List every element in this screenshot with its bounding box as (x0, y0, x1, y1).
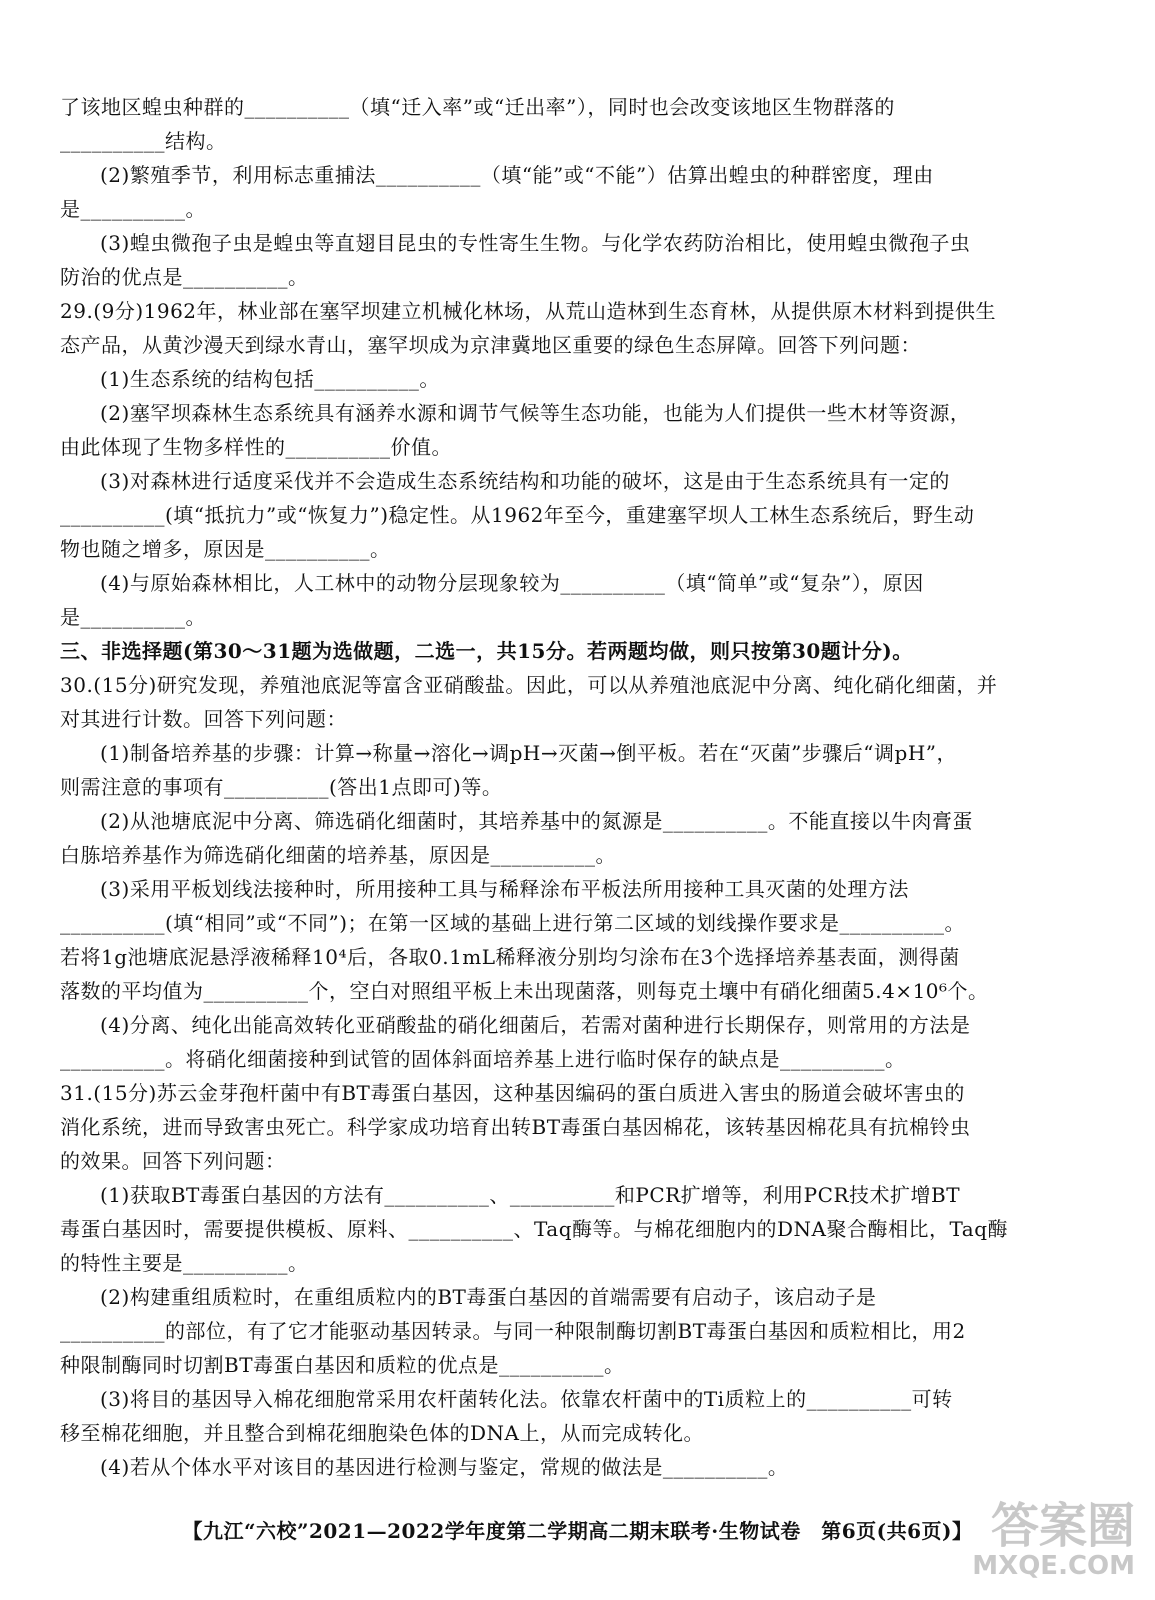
text-line: 落数的平均值为__________个，空白对照组平板上未出现菌落，则每克土壤中有硝化细菌5.4×10⁶个。 (60, 979, 989, 1003)
text-line: 29.(9分)1962年，林业部在塞罕坝建立机械化林场，从荒山造林到生态育林，从提供原木材料到提供生 (60, 299, 997, 323)
text-line: 种限制酶同时切割BT毒蛋白基因和质粒的优点是__________。 (60, 1353, 625, 1377)
text-line: 物也随之增多，原因是__________。 (60, 537, 391, 561)
text-line: 了该地区蝗虫种群的__________（填“迁入率”或“迁出率”），同时也会改变该地区生物群落的 (60, 95, 895, 119)
text-line: (2)塞罕坝森林生态系统具有涵养水源和调节气候等生态功能，也能为人们提供一些木材等资源， (100, 401, 971, 425)
text-line: __________结构。 (60, 129, 227, 153)
text-line: (3)蝗虫微孢子虫是蝗虫等直翅目昆虫的专性寄生生物。与化学农药防治相比，使用蝗虫微孢子虫 (100, 231, 971, 255)
text-line: 由此体现了生物多样性的__________价值。 (60, 435, 452, 459)
text-line: (3)将目的基因导入棉花细胞常采用农杆菌转化法。依靠农杆菌中的Ti质粒上的__________可转 (100, 1387, 953, 1411)
text-line: 是__________。 (60, 605, 206, 629)
text-line: (4)若从个体水平对该目的基因进行检测与鉴定，常规的做法是__________。 (100, 1455, 789, 1479)
text-line: 三、非选择题(第30～31题为选做题，二选一，共15分。若两题均做，则只按第30题计分)。 (60, 639, 913, 663)
watermark-url: MXQE.COM (972, 1551, 1135, 1581)
text-line: 态产品，从黄沙漫天到绿水青山，塞罕坝成为京津冀地区重要的绿色生态屏障。回答下列问题： (60, 333, 921, 357)
text-line: (1)生态系统的结构包括__________。 (100, 367, 440, 391)
text-line: 消化系统，进而导致害虫死亡。科学家成功培育出转BT毒蛋白基因棉花，该转基因棉花具有抗棉铃虫 (60, 1115, 971, 1139)
text-line: 对其进行计数。回答下列问题： (60, 707, 347, 731)
text-line: (1)获取BT毒蛋白基因的方法有__________、__________和PCR扩增等，利用PCR技术扩增BT (100, 1183, 961, 1207)
text-line: 毒蛋白基因时，需要提供模板、原料、__________、Taq酶等。与棉花细胞内的DNA聚合酶相比，Taq酶 (60, 1217, 1009, 1241)
text-line: 则需注意的事项有__________(答出1点即可)等。 (60, 775, 503, 799)
text-line: (2)繁殖季节，利用标志重捕法__________（填“能”或“不能”）估算出蝗虫的种群密度，理由 (100, 163, 934, 187)
text-line: (1)制备培养基的步骤：计算→称量→溶化→调pH→灭菌→倒平板。若在“灭菌”步骤后“调pH”， (100, 741, 958, 765)
page-footer: 【九江“六校”2021—2022学年度第二学期高二期末联考·生物试卷 第6页(共6页)】 (182, 1519, 973, 1543)
text-line: (3)采用平板划线法接种时，所用接种工具与稀释涂布平板法所用接种工具灭菌的处理方法 (100, 877, 909, 901)
text-line: (2)构建重组质粒时，在重组质粒内的BT毒蛋白基因的首端需要有启动子，该启动子是 (100, 1285, 877, 1309)
text-line: 移至棉花细胞，并且整合到棉花细胞染色体的DNA上，从而完成转化。 (60, 1421, 704, 1445)
text-line: 30.(15分)研究发现，养殖池底泥等富含亚硝酸盐。因此，可以从养殖池底泥中分离、纯化硝化细菌，并 (60, 673, 998, 697)
exam-page-body (60, 90, 1075, 1484)
text-line: 的特性主要是__________。 (60, 1251, 309, 1275)
text-line: 若将1g池塘底泥悬浮液稀释10⁴后，各取0.1mL稀释液分别均匀涂布在3个选择培养基表面，测得菌 (60, 945, 960, 969)
text-line: (4)分离、纯化出能高效转化亚硝酸盐的硝化细菌后，若需对菌种进行长期保存，则常用的方法是 (100, 1013, 971, 1037)
text-line: 31.(15分)苏云金芽孢杆菌中有BT毒蛋白基因，这种基因编码的蛋白质进入害虫的肠道会破坏害虫的 (60, 1081, 965, 1105)
text-line: __________(填“抵抗力”或“恢复力”)稳定性。从1962年至今，重建塞罕坝人工林生态系统后，野生动 (60, 503, 975, 527)
text-line: 是__________。 (60, 197, 206, 221)
text-line: __________。将硝化细菌接种到试管的固体斜面培养基上进行临时保存的缺点是__________。 (60, 1047, 906, 1071)
watermark (972, 1500, 1135, 1580)
text-line: 白胨培养基作为筛选硝化细菌的培养基，原因是__________。 (60, 843, 616, 867)
text-line: (3)对森林进行适度采伐并不会造成生态系统结构和功能的破坏，这是由于生态系统具有一定的 (100, 469, 950, 493)
text-line: 的效果。回答下列问题： (60, 1149, 286, 1173)
text-line: __________的部位，有了它才能驱动基因转录。与同一种限制酶切割BT毒蛋白基因和质粒相比，用2 (60, 1319, 966, 1343)
text-line: (4)与原始森林相比，人工林中的动物分层现象较为__________（填“简单”或“复杂”），原因 (100, 571, 924, 595)
text-line: 防治的优点是__________。 (60, 265, 309, 289)
text-line: __________(填“相同”或“不同”)；在第一区域的基础上进行第二区域的划线操作要求是__________。 (60, 911, 966, 935)
watermark-logo: 答案圈 (990, 1498, 1135, 1554)
text-line: (2)从池塘底泥中分离、筛选硝化细菌时，其培养基中的氮源是__________。不能直接以牛肉膏蛋 (100, 809, 973, 833)
